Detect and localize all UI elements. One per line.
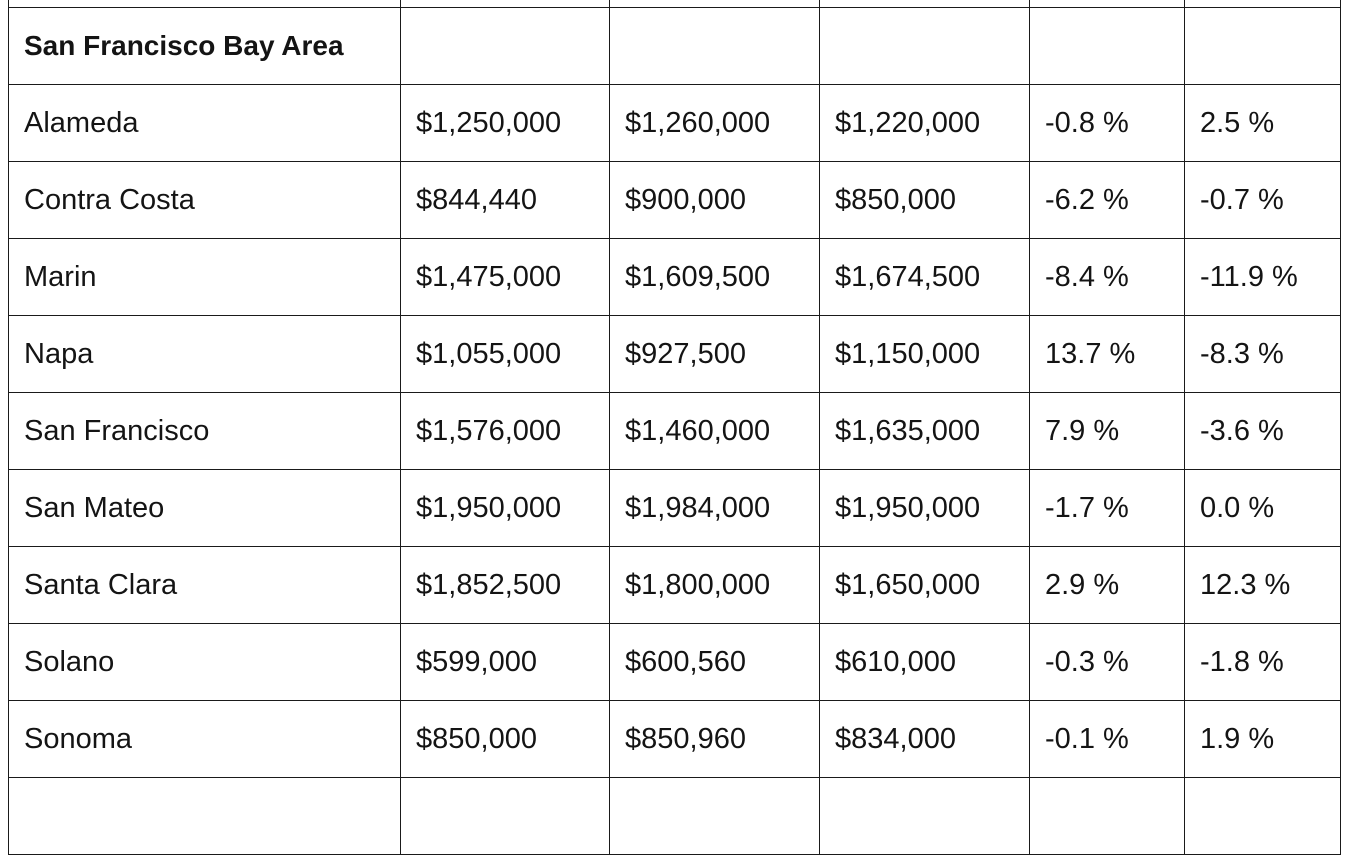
price-cell: $1,984,000 — [610, 470, 820, 547]
price-cell: $1,220,000 — [820, 85, 1030, 162]
table-body — [9, 0, 1341, 855]
median-price-table — [8, 0, 1341, 855]
table-cell-empty — [820, 8, 1030, 85]
price-cell: $1,576,000 — [401, 393, 610, 470]
percent-change-cell: 7.9 % — [1030, 393, 1185, 470]
table-row-cutoff-bottom — [9, 778, 1341, 855]
price-cell: $600,560 — [610, 624, 820, 701]
percent-change-cell: -0.8 % — [1030, 85, 1185, 162]
price-cell: $1,150,000 — [820, 316, 1030, 393]
percent-change-cell: -0.1 % — [1030, 701, 1185, 778]
price-cell: $1,674,500 — [820, 239, 1030, 316]
percent-change-cell: 13.7 % — [1030, 316, 1185, 393]
percent-change-cell: 12.3 % — [1185, 547, 1341, 624]
county-name: Solano — [9, 624, 401, 701]
table-row — [9, 547, 1341, 624]
table-row — [9, 470, 1341, 547]
table-cell-empty — [9, 0, 401, 8]
table-cell-empty — [820, 0, 1030, 8]
table-row — [9, 701, 1341, 778]
county-name: Santa Clara — [9, 547, 401, 624]
table-cell-empty — [1030, 8, 1185, 85]
table-cell-empty — [401, 778, 610, 855]
table-row — [9, 162, 1341, 239]
table-cell-empty — [610, 778, 820, 855]
table-cell-empty — [1030, 0, 1185, 8]
county-name: Sonoma — [9, 701, 401, 778]
table-row — [9, 393, 1341, 470]
price-cell: $1,460,000 — [610, 393, 820, 470]
section-header-row — [9, 8, 1341, 85]
price-cell: $1,950,000 — [820, 470, 1030, 547]
price-cell: $850,960 — [610, 701, 820, 778]
table-row-cutoff-top — [9, 0, 1341, 8]
percent-change-cell: -0.7 % — [1185, 162, 1341, 239]
section-title: San Francisco Bay Area — [9, 8, 401, 85]
percent-change-cell: -0.3 % — [1030, 624, 1185, 701]
price-cell: $850,000 — [820, 162, 1030, 239]
price-cell: $1,950,000 — [401, 470, 610, 547]
table-cell-empty — [1030, 778, 1185, 855]
percent-change-cell: -3.6 % — [1185, 393, 1341, 470]
table-cell-empty — [1185, 778, 1341, 855]
table-row — [9, 85, 1341, 162]
county-name: Contra Costa — [9, 162, 401, 239]
table-cell-empty — [1185, 0, 1341, 8]
county-name: San Francisco — [9, 393, 401, 470]
price-cell: $1,650,000 — [820, 547, 1030, 624]
percent-change-cell: 1.9 % — [1185, 701, 1341, 778]
percent-change-cell: -1.7 % — [1030, 470, 1185, 547]
price-cell: $1,250,000 — [401, 85, 610, 162]
price-cell: $1,055,000 — [401, 316, 610, 393]
table-row — [9, 624, 1341, 701]
percent-change-cell: -11.9 % — [1185, 239, 1341, 316]
price-cell: $1,609,500 — [610, 239, 820, 316]
price-cell: $844,440 — [401, 162, 610, 239]
percent-change-cell: -1.8 % — [1185, 624, 1341, 701]
price-cell: $834,000 — [820, 701, 1030, 778]
table-cell-empty — [610, 0, 820, 8]
table-row — [9, 239, 1341, 316]
county-name: Marin — [9, 239, 401, 316]
table-cell-empty — [820, 778, 1030, 855]
table-cell-empty — [401, 0, 610, 8]
percent-change-cell: 2.9 % — [1030, 547, 1185, 624]
median-price-table-container — [8, 0, 1341, 855]
percent-change-cell: 2.5 % — [1185, 85, 1341, 162]
price-cell: $610,000 — [820, 624, 1030, 701]
table-row — [9, 316, 1341, 393]
county-name: San Mateo — [9, 470, 401, 547]
table-cell-empty — [9, 778, 401, 855]
price-cell: $1,800,000 — [610, 547, 820, 624]
price-cell: $1,475,000 — [401, 239, 610, 316]
percent-change-cell: -6.2 % — [1030, 162, 1185, 239]
county-name: Napa — [9, 316, 401, 393]
price-cell: $1,635,000 — [820, 393, 1030, 470]
table-cell-empty — [610, 8, 820, 85]
price-cell: $1,852,500 — [401, 547, 610, 624]
percent-change-cell: -8.3 % — [1185, 316, 1341, 393]
percent-change-cell: -8.4 % — [1030, 239, 1185, 316]
percent-change-cell: 0.0 % — [1185, 470, 1341, 547]
price-cell: $850,000 — [401, 701, 610, 778]
table-cell-empty — [1185, 8, 1341, 85]
price-cell: $1,260,000 — [610, 85, 820, 162]
table-cell-empty — [401, 8, 610, 85]
price-cell: $927,500 — [610, 316, 820, 393]
county-name: Alameda — [9, 85, 401, 162]
price-cell: $599,000 — [401, 624, 610, 701]
price-cell: $900,000 — [610, 162, 820, 239]
